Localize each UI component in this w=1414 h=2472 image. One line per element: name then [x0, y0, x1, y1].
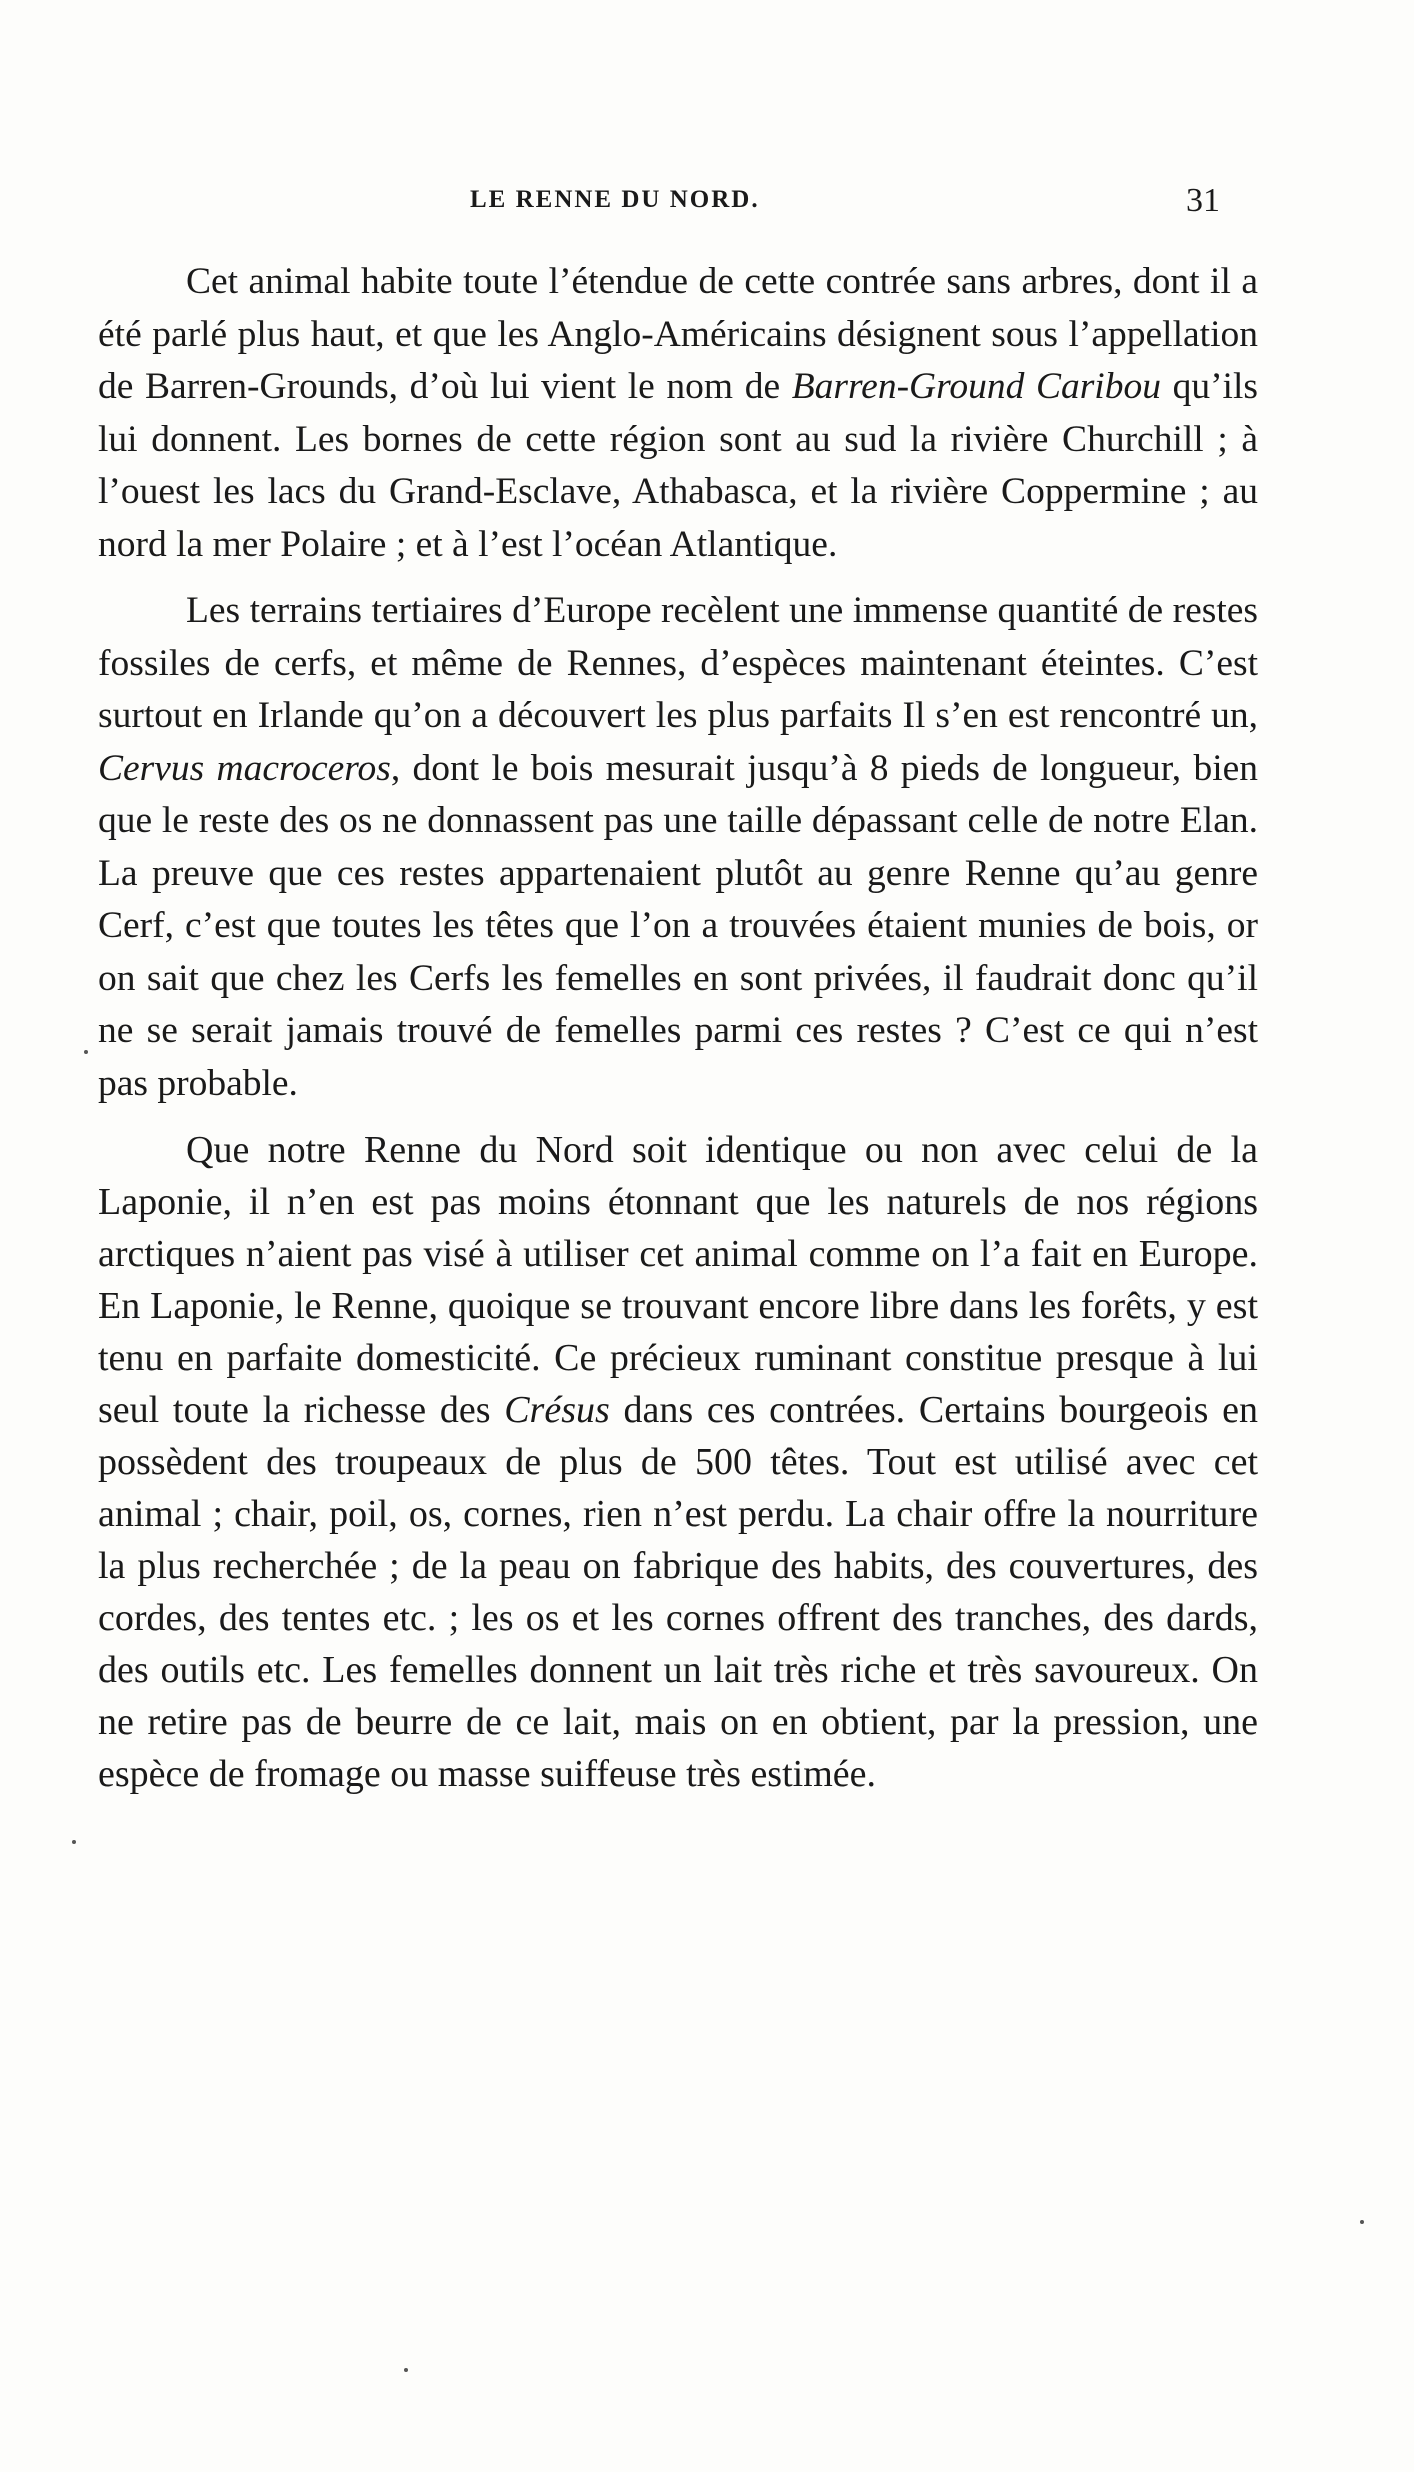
- paragraph-1-text: Cet animal habite toute l’étendue de cette contrée sans arbres, dont il a été parlé plus haut, et que les Anglo-Américains désignent sous l’appellation de Barren-Grounds, d’où lui vient le nom de: [98, 261, 1258, 407]
- body-text: [98, 256, 1258, 1800]
- scan-speck: [1360, 2220, 1364, 2224]
- scan-speck: [72, 1840, 76, 1844]
- paragraph-2: [98, 585, 1258, 1110]
- paragraph-1-text-end: qu’ils lui donnent. Les bornes de cette région sont au sud la rivière Churchill ; à l’ouest les lacs du Grand-Esclave, Athabasca, et la rivière Coppermine ; au nord la mer Polaire ; et à l’est l’océan Atlantique.: [98, 366, 1258, 565]
- scan-speck: [404, 2368, 408, 2372]
- paragraph-1: [98, 256, 1258, 571]
- running-head: [0, 182, 1414, 222]
- paragraph-3-text: Que notre Renne du Nord soit identique ou non avec celui de la Laponie, il n’en est pas moins étonnant que les naturels de nos régions arctiques n’aient pas visé à utiliser cet animal comme on l’a fait en Europe. En Laponie, le Renne, quoique se trouvant encore libre dans les forêts, y est tenu en parfaite domesticité. Ce précieux ruminant constitue presque à lui seul toute la richesse des: [98, 1129, 1258, 1431]
- paragraph-2-italic-cervus: Cervus macroceros: [98, 747, 391, 789]
- paragraph-3-text-end: dans ces contrées. Certains bourgeois en possèdent des troupeaux de plus de 500 têtes. Tout est utilisé avec cet animal ; chair, poil, os, cornes, rien n’est perdu. La chair offre la nourriture la plus recherchée ; de la peau on fabrique des habits, des couvertures, des cordes, des tentes etc. ; les os et les cornes offrent des tranches, des dards, des outils etc. Les femelles donnent un lait très riche et très savoureux. On ne retire pas de beurre de ce lait, mais on en obtient, par la pression, une espèce de fromage ou masse suiffeuse très estimée.: [98, 1389, 1258, 1795]
- paragraph-3-italic-cresus: Crésus: [504, 1389, 610, 1431]
- page-number: 31: [1186, 182, 1220, 219]
- paragraph-3: [98, 1124, 1258, 1800]
- scan-speck: [84, 1050, 88, 1054]
- paragraph-2-text: Les terrains tertiaires d’Europe recèlent une immense quantité de restes fossiles de cerfs, et même de Rennes, d’espèces maintenant éteintes. C’est surtout en Irlande qu’on a découvert les plus parfaits Il s’en est rencontré un,: [98, 590, 1258, 736]
- paragraph-1-italic-caribou: Barren-Ground Caribou: [791, 366, 1161, 407]
- paragraph-2-text-end: , dont le bois mesurait jusqu’à 8 pieds de longueur, bien que le reste des os ne donnassent pas une taille dépassant celle de notre Elan. La preuve que ces restes appartenaient plutôt au genre Renne qu’au genre Cerf, c’est que toutes les têtes que l’on a trouvées étaient munies de bois, or on sait que chez les Cerfs les femelles en sont privées, il faudrait donc qu’il ne se serait jamais trouvé de femelles parmi ces restes ? C’est ce qui n’est pas probable.: [98, 747, 1259, 1104]
- running-title: LE RENNE DU NORD.: [470, 186, 760, 213]
